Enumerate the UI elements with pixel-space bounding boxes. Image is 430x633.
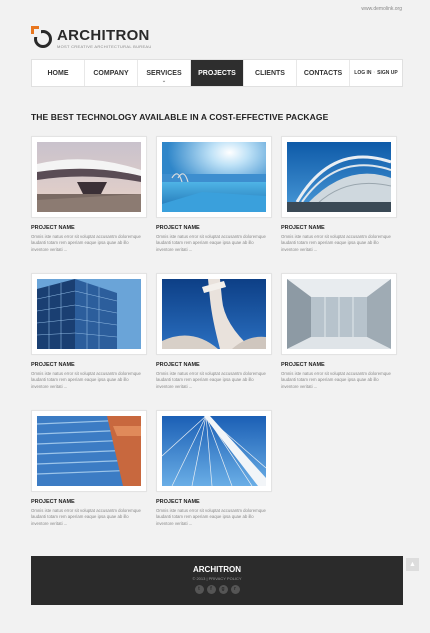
project-title[interactable]: PROJECT NAME: [156, 499, 200, 505]
signup-link[interactable]: SIGN UP: [377, 70, 398, 76]
nav-item-projects[interactable]: [191, 60, 244, 86]
project-title[interactable]: PROJECT NAME: [31, 499, 75, 505]
project-title[interactable]: PROJECT NAME: [281, 362, 325, 368]
nav-label: CONTACTS: [303, 69, 343, 77]
project-image: [162, 416, 266, 486]
project-title[interactable]: PROJECT NAME: [156, 362, 200, 368]
nav-item-clients[interactable]: [244, 60, 297, 86]
project-description: Omnis iste natus error sit voluptat accusantm doloremque laudanti totam rem aperiam eaque ipsa quae ab illo inventore veritati ...: [31, 371, 141, 389]
project-title[interactable]: PROJECT NAME: [156, 225, 200, 231]
project-card: [281, 273, 397, 390]
project-thumbnail[interactable]: [31, 410, 147, 492]
demolink-url[interactable]: www.demolink.org: [361, 6, 402, 12]
project-thumbnail[interactable]: [281, 273, 397, 355]
project-card: [281, 136, 397, 253]
project-card: [31, 273, 147, 390]
auth-separator: ·: [373, 70, 376, 76]
project-thumbnail[interactable]: [156, 273, 272, 355]
nav-item-home[interactable]: [32, 60, 85, 86]
project-description: Omnis iste natus error sit voluptat accusantm doloremque laudanti totam rem aperiam eaque ipsa quae ab illo inventore veritati ...: [156, 371, 266, 389]
logo-title: ARCHITRON: [57, 27, 150, 44]
project-description: Omnis iste natus error sit voluptat accusantm doloremque laudanti totam rem aperiam eaque ipsa quae ab illo inventore veritati ...: [31, 234, 141, 252]
project-description: Omnis iste natus error sit voluptat accusantm doloremque laudanti totam rem aperiam eaque ipsa quae ab illo inventore veritati ...: [156, 508, 266, 526]
project-image: [37, 279, 141, 349]
nav-item-company[interactable]: [85, 60, 138, 86]
footer-brand: ARCHITRON: [193, 565, 241, 574]
main-nav: [31, 59, 403, 87]
project-title[interactable]: PROJECT NAME: [31, 225, 75, 231]
nav-label: PROJECTS: [198, 69, 236, 77]
project-card: [31, 410, 147, 527]
project-image: [37, 142, 141, 212]
project-image: [287, 279, 391, 349]
project-title[interactable]: PROJECT NAME: [31, 362, 75, 368]
project-description: Omnis iste natus error sit voluptat accusantm doloremque laudanti totam rem aperiam eaque ipsa quae ab illo inventore veritati ...: [281, 234, 391, 252]
logo-subtitle: MOST CREATIVE ARCHITECTURAL BUREAU: [57, 44, 152, 49]
project-description: Omnis iste natus error sit voluptat accusantm doloremque laudanti totam rem aperiam eaque ipsa quae ab illo inventore veritati ...: [31, 508, 141, 526]
chevron-down-icon: ⌄: [161, 78, 167, 84]
project-card: [156, 136, 272, 253]
nav-label: SERVICES: [146, 69, 182, 77]
project-thumbnail[interactable]: [156, 136, 272, 218]
arrow-up-icon: ▲: [409, 561, 416, 568]
facebook-icon[interactable]: f: [207, 585, 216, 594]
auth-links: [350, 60, 402, 86]
project-image: [37, 416, 141, 486]
footer-copyright[interactable]: © 2013 | PRIVACY POLICY: [192, 576, 242, 581]
project-image: [162, 279, 266, 349]
social-links: [31, 585, 403, 594]
page-headline: THE BEST TECHNOLOGY AVAILABLE IN A COST-EFFECTIVE PACKAGE: [31, 112, 329, 122]
twitter-icon[interactable]: t: [195, 585, 204, 594]
project-thumbnail[interactable]: [281, 136, 397, 218]
rss-icon[interactable]: r: [231, 585, 240, 594]
project-title[interactable]: PROJECT NAME: [281, 225, 325, 231]
site-footer: [31, 556, 403, 605]
nav-label: COMPANY: [93, 69, 129, 77]
nav-item-services[interactable]: [138, 60, 191, 86]
google-plus-icon[interactable]: g: [219, 585, 228, 594]
scroll-to-top-button[interactable]: [406, 558, 419, 571]
project-image: [162, 142, 266, 212]
project-thumbnail[interactable]: [156, 410, 272, 492]
project-description: Omnis iste natus error sit voluptat accusantm doloremque laudanti totam rem aperiam eaque ipsa quae ab illo inventore veritati ...: [281, 371, 391, 389]
project-thumbnail[interactable]: [31, 273, 147, 355]
project-card: [31, 136, 147, 253]
nav-label: CLIENTS: [255, 69, 285, 77]
nav-item-contacts[interactable]: [297, 60, 350, 86]
project-card: [156, 273, 272, 390]
project-image: [287, 142, 391, 212]
project-thumbnail[interactable]: [31, 136, 147, 218]
nav-label: HOME: [47, 69, 69, 77]
login-link[interactable]: LOG IN: [354, 70, 372, 76]
logo-mark-icon: [31, 26, 53, 48]
project-card: [156, 410, 272, 527]
project-description: Omnis iste natus error sit voluptat accusantm doloremque laudanti totam rem aperiam eaque ipsa quae ab illo inventore veritati ...: [156, 234, 266, 252]
